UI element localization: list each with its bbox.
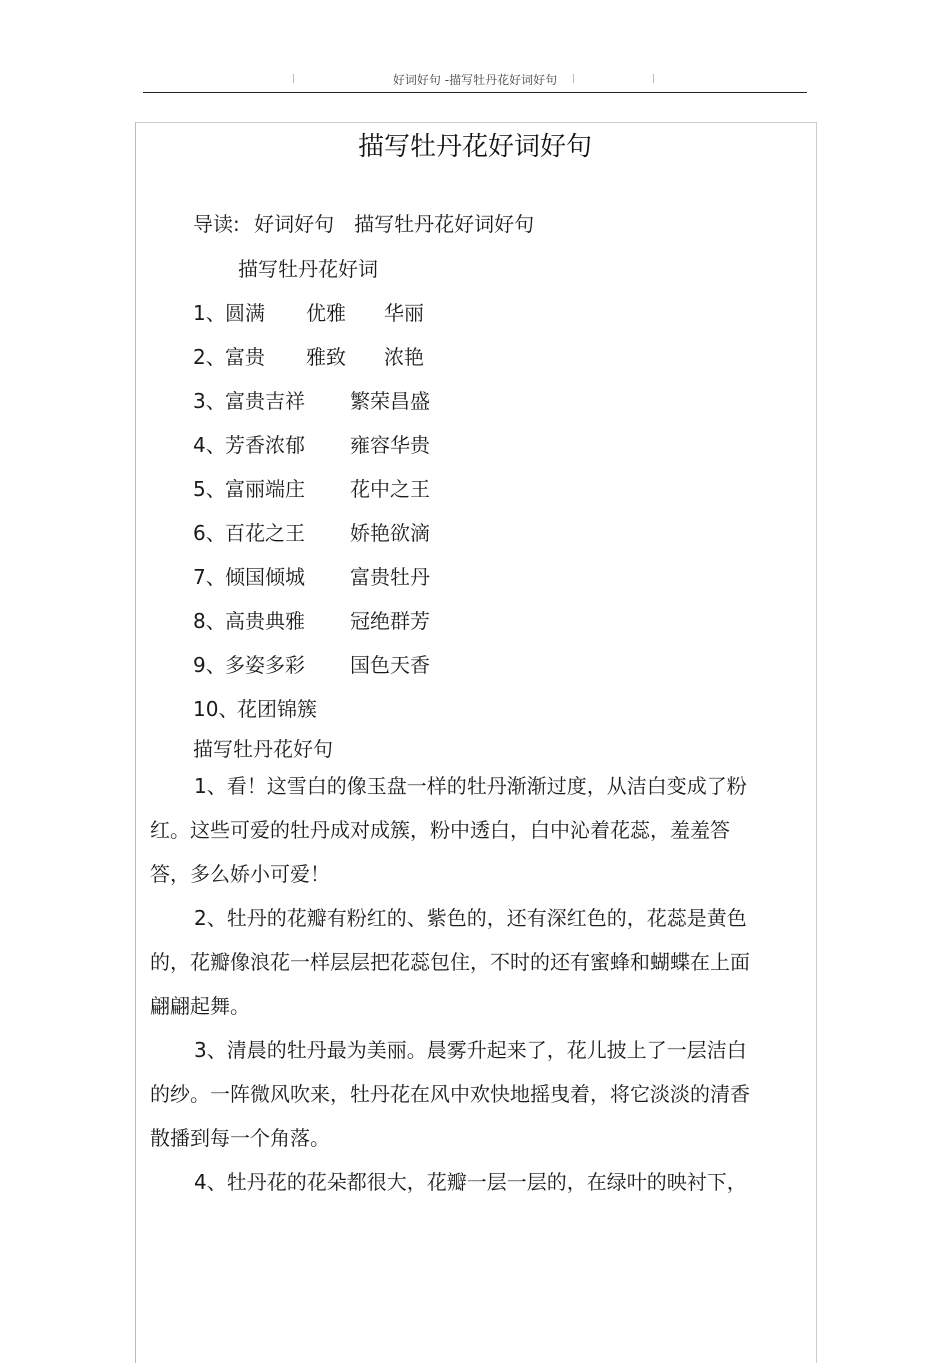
word-item: 华丽 bbox=[384, 301, 424, 325]
word-item: 富贵吉祥 bbox=[225, 389, 305, 413]
intro-text: 好词好句 描写牡丹花好词好句 bbox=[254, 212, 535, 236]
word-item: 高贵典雅 bbox=[225, 609, 305, 633]
word-item: 花团锦簇 bbox=[237, 697, 317, 721]
word-item: 繁荣昌盛 bbox=[350, 389, 430, 413]
page-header bbox=[143, 68, 807, 93]
word-number: 2、 bbox=[193, 345, 226, 369]
word-item: 富贵 bbox=[225, 345, 265, 369]
sentence-paragraph: 4、牡丹花的花朵都很大，花瓣一层一层的，在绿叶的映衬下， bbox=[194, 1170, 747, 1194]
word-number: 9、 bbox=[193, 653, 226, 677]
sentences-heading: 描写牡丹花好句 bbox=[193, 737, 333, 761]
intro-line bbox=[193, 208, 534, 237]
word-number: 3、 bbox=[193, 389, 226, 413]
word-number: 6、 bbox=[193, 521, 226, 545]
word-item: 富贵牡丹 bbox=[350, 565, 430, 589]
word-number: 8、 bbox=[193, 609, 226, 633]
word-item: 百花之王 bbox=[225, 521, 305, 545]
sentence-paragraph: 1、看！这雪白的像玉盘一样的牡丹渐渐过度，从洁白变成了粉红。这些可爱的牡丹成对成簇，粉中透白，白中沁着花蕊，羞羞答答，多么娇小可爱！ bbox=[150, 774, 747, 886]
document-title: 描写牡丹花好词好句 bbox=[357, 132, 592, 162]
intro-label: 导读: bbox=[193, 212, 240, 236]
header-text: 好词好句 -描写牡丹花好词好句 bbox=[392, 73, 558, 87]
sentence-paragraph: 2、牡丹的花瓣有粉红的、紫色的，还有深红色的，花蕊是黄色的，花瓣像浪花一样层层把花蕊包住，不时的还有蜜蜂和蝴蝶在上面翩翩起舞。 bbox=[150, 906, 750, 1018]
word-item: 芳香浓郁 bbox=[225, 433, 305, 457]
word-number: 7、 bbox=[193, 565, 226, 589]
word-item: 优雅 bbox=[306, 301, 346, 325]
word-item: 浓艳 bbox=[384, 345, 424, 369]
sentence-paragraph: 3、清晨的牡丹最为美丽。晨雾升起来了，花儿披上了一层洁白的纱。一阵微风吹来，牡丹花在风中欢快地摇曳着，将它淡淡的清香散播到每一个角落。 bbox=[150, 1038, 750, 1150]
word-number: 10、 bbox=[193, 697, 239, 721]
word-item: 多姿多彩 bbox=[225, 653, 305, 677]
word-item: 花中之王 bbox=[350, 477, 430, 501]
word-item: 富丽端庄 bbox=[225, 477, 305, 501]
word-item: 雍容华贵 bbox=[350, 433, 430, 457]
word-number: 5、 bbox=[193, 477, 226, 501]
word-item: 雅致 bbox=[306, 345, 346, 369]
header-tick bbox=[653, 74, 654, 83]
word-number: 4、 bbox=[193, 433, 226, 457]
words-heading: 描写牡丹花好词 bbox=[238, 257, 378, 281]
word-item: 倾国倾城 bbox=[225, 565, 305, 589]
word-item: 国色天香 bbox=[350, 653, 430, 677]
word-item: 圆满 bbox=[225, 301, 265, 325]
header-tick bbox=[573, 74, 574, 83]
word-item: 娇艳欲滴 bbox=[350, 521, 430, 545]
word-item: 冠绝群芳 bbox=[350, 609, 430, 633]
word-number: 1、 bbox=[193, 301, 226, 325]
